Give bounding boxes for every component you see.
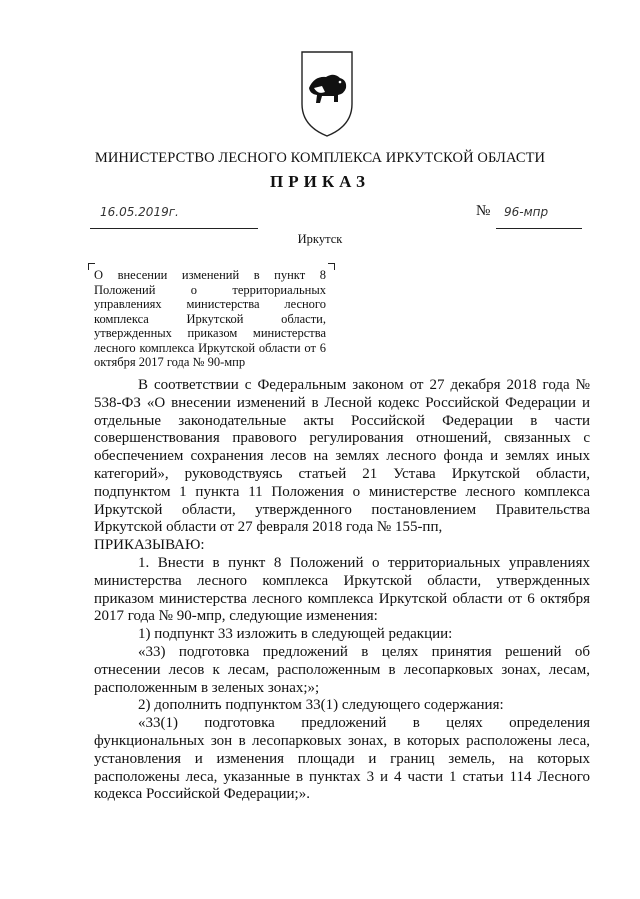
number-label: №	[476, 203, 491, 219]
order-subject: О внесении изменений в пункт 8 Положений о территориальных управлениях министерства лесного комплекса Иркутской области, утвержденных приказом министерства лесного комплекса Иркутской области от 6 октября 2017 года № 90-мпр	[94, 268, 326, 369]
quote-1-paragraph: «33) подготовка предложений в целях принятия решений об отнесении лесов к лесам, расположенным в лесопарковых зонах, лесам, расположенным в зеленых зонах;»;	[94, 643, 590, 696]
subitem-1-paragraph: 1) подпункт 33 изложить в следующей редакции:	[138, 626, 453, 643]
quote-2-paragraph: «33(1) подготовка предложений в целях определения функциональных зон в лесопарковых зонах, в которых расположены леса, установления и изменения площади и границ земель, на которых расположены леса, указанные в пунктах 3 и 4 части 1 статьи 114 Лесного кодекса Российской Федерации;».	[94, 715, 590, 803]
preamble-paragraph: В соответствии с Федеральным законом от 27 декабря 2018 года № 538-ФЗ «О внесении изменений в Лесной кодекс Российской Федерации и отдельные законодательные акты Российской Федерации в части совершенствования правового регулирования отношений, связанных с обеспечением сохранения лесов на землях лесного фонда и землях иных категорий», руководствуясь статьей 21 Устава Иркутской области, подпунктом 1 пункта 11 Положения о министерстве лесного комплекса Иркутской области, утвержденного постановлением Правительства Иркутской области от 27 февраля 2018 года № 155-пп,	[94, 377, 590, 536]
handwritten-number: 96-мпр	[504, 205, 549, 219]
handwritten-date: 16.05.2019г.	[100, 205, 179, 219]
item-1-paragraph: 1. Внести в пункт 8 Положений о территориальных управлениях министерства лесного комплекса Иркутской области, утвержденных приказом министерства лесного комплекса Иркутской области от 6 октября 2017 года № 90-мпр, следующие изменения:	[94, 554, 590, 625]
order-body	[94, 377, 590, 804]
coat-of-arms-emblem	[300, 50, 354, 138]
subject-corner-right	[328, 263, 335, 270]
document-type-title: ПРИКАЗ	[270, 172, 370, 191]
city-name: Иркутск	[297, 232, 343, 246]
order-word: ПРИКАЗЫВАЮ:	[94, 537, 205, 554]
ministry-name: МИНИСТЕРСТВО ЛЕСНОГО КОМПЛЕКСА ИРКУТСКОЙ ОБЛАСТИ	[94, 150, 546, 166]
subitem-2-paragraph: 2) дополнить подпунктом 33(1) следующего содержания:	[138, 697, 504, 714]
